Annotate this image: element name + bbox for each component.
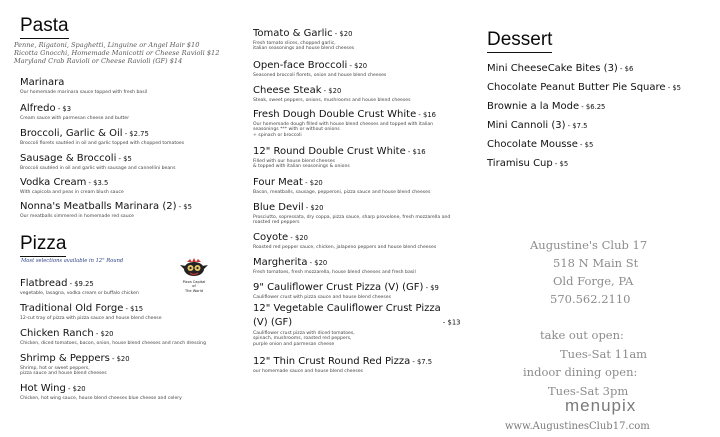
restaurant-street: 518 N Main St: [553, 256, 639, 270]
pizza-item: Shrimp & Peppers - $20 Shrimp, hot or sweet peppers, pizza sauce and house blend cheeses: [20, 353, 130, 377]
pasta-item: Sausage & Broccoli - $5 Broccoli sautéed in oil and garlic with sausage and cannellini beans: [20, 153, 176, 171]
restaurant-name: Augustine's Club 17: [530, 238, 648, 252]
takeout-label: take out open:: [540, 328, 624, 342]
pizza-item: Blue Devil - $20 Prosciutto, sopressata, dry coppa, pizza sauce, sharp provolone, fresh mozzarella and roasted red peppers: [253, 202, 451, 226]
pizza-item: 12" Vegetable Cauliflower Crust Pizza (V) (GF) - $13 Cauliflower crust pizza with diced tomatoes, spinach, mushrooms, roasted red peppers, purple onion and parmesan cheese: [253, 303, 461, 347]
pizza-availability-note: Most selections available in 12" Round: [21, 258, 124, 264]
pizza-item: Fresh Dough Double Crust White - $16 Our homemade dough filled with house blend cheeses and topped with italian seasonings *** with or without onions + spinach or broccoli: [253, 109, 436, 138]
dessert-item: Chocolate Peanut Butter Pie Square - $5: [487, 82, 681, 93]
dessert-item: Mini CheeseCake Bites (3) - $6: [487, 63, 634, 74]
pasta-item: Nonna's Meatballs Marinara (2) - $5 Our meatballs simmered in homemade red sauce: [20, 201, 192, 219]
indoor-label: indoor dining open:: [523, 365, 638, 379]
pasta-item: Broccoli, Garlic & Oil - $2.75 Broccoli florets sautéed in oil and garlic topped with chopped tomatoes: [20, 128, 185, 146]
pasta-item: Marinara Our homemade marinara sauce topped with fresh basil: [20, 77, 148, 95]
pizza-item: Open-face Broccoli - $20 Seasoned broccoli florets, onion and house blend cheeses: [253, 60, 387, 78]
pizza-item: Traditional Old Forge - $15 12-cut tray of pizza with pizza sauce and house blend cheese: [20, 303, 162, 321]
dessert-item: Mini Cannoli (3) - $7.5: [487, 120, 588, 131]
pasta-item: Alfredo - $3 Cream sauce with parmesan cheese and butter: [20, 103, 130, 121]
dessert-item: Chocolate Mousse - $5: [487, 139, 594, 150]
pizza-item: Tomato & Garlic - $20 Fresh tomato slices, chopped garlic, italian seasonings and house blend cheeses: [253, 28, 355, 52]
takeout-hours: Tues-Sat 11am: [560, 347, 648, 361]
pasta-heading: Pasta: [20, 15, 69, 37]
pizza-item: 9" Cauliflower Crust Pizza (V) (GF) - $9 Cauliflower crust with pizza sauce and house blend cheeses: [253, 282, 439, 300]
pizza-item: Flatbread - $9.25 vegetable, lasagna, vodka cream or buffalo chicken: [20, 278, 139, 296]
menupix-watermark: menupix: [565, 396, 637, 415]
dessert-item: Tiramisu Cup - $5: [487, 158, 569, 169]
pasta-intro: Penne, Rigatoni, Spaghetti, Linguine or Angel Hair $10 Ricotta Gnocchi, Homemade Manicotti or Cheese Ravioli $12 Maryland Crab Ravioli or Cheese Ravioli (GF) $14: [14, 41, 220, 66]
restaurant-phone: 570.562.2110: [550, 292, 631, 306]
pizza-item: Chicken Ranch - $20 Chicken, diced tomatoes, bacon, onion, house blend cheeses and ranch dressing: [20, 328, 207, 346]
pizza-heading: Pizza: [20, 233, 66, 255]
website-url[interactable]: www.AugustinesClub17.com: [505, 421, 650, 432]
pasta-item: Vodka Cream - $3.5 With capicola and peas in cream blush sauce: [20, 177, 124, 195]
pizza-item: Hot Wing - $20 Chicken, hot wing sauce, house blend cheeses blue cheese and celery: [20, 383, 182, 401]
pizza-item: Coyote - $20 Roasted red pepper sauce, chicken, jalapeno peppers and house blend cheeses: [253, 232, 437, 250]
pizza-item: Cheese Steak - $20 Steak, sweet peppers, onions, mushrooms and house blend cheeses: [253, 85, 411, 103]
dessert-heading: Dessert: [487, 29, 552, 51]
restaurant-city: Old Forge, PA: [553, 274, 634, 288]
pizza-item: Four Meat - $20 Bacon, meatballs, sausage, pepperoni, pizza sauce and house blend cheeses: [253, 177, 431, 195]
pizza-item: 12" Round Double Crust White - $16 Filled with our house blend cheeses & topped with italian seasonings & onions: [253, 146, 426, 170]
logo-caption: Pizza Capital of The World: [182, 280, 206, 293]
dessert-item: Brownie a la Mode - $6.25: [487, 101, 606, 112]
indoor-hours: Tues-Sat 3pm: [548, 384, 629, 398]
pizza-item: 12" Thin Crust Round Red Pizza - $7.5 our homemade sauce and house blend cheeses: [253, 356, 433, 374]
pizza-item: Margherita - $20 Fresh tomatoes, fresh mozzarella, house blend cheeses and fresh basil: [253, 257, 416, 275]
